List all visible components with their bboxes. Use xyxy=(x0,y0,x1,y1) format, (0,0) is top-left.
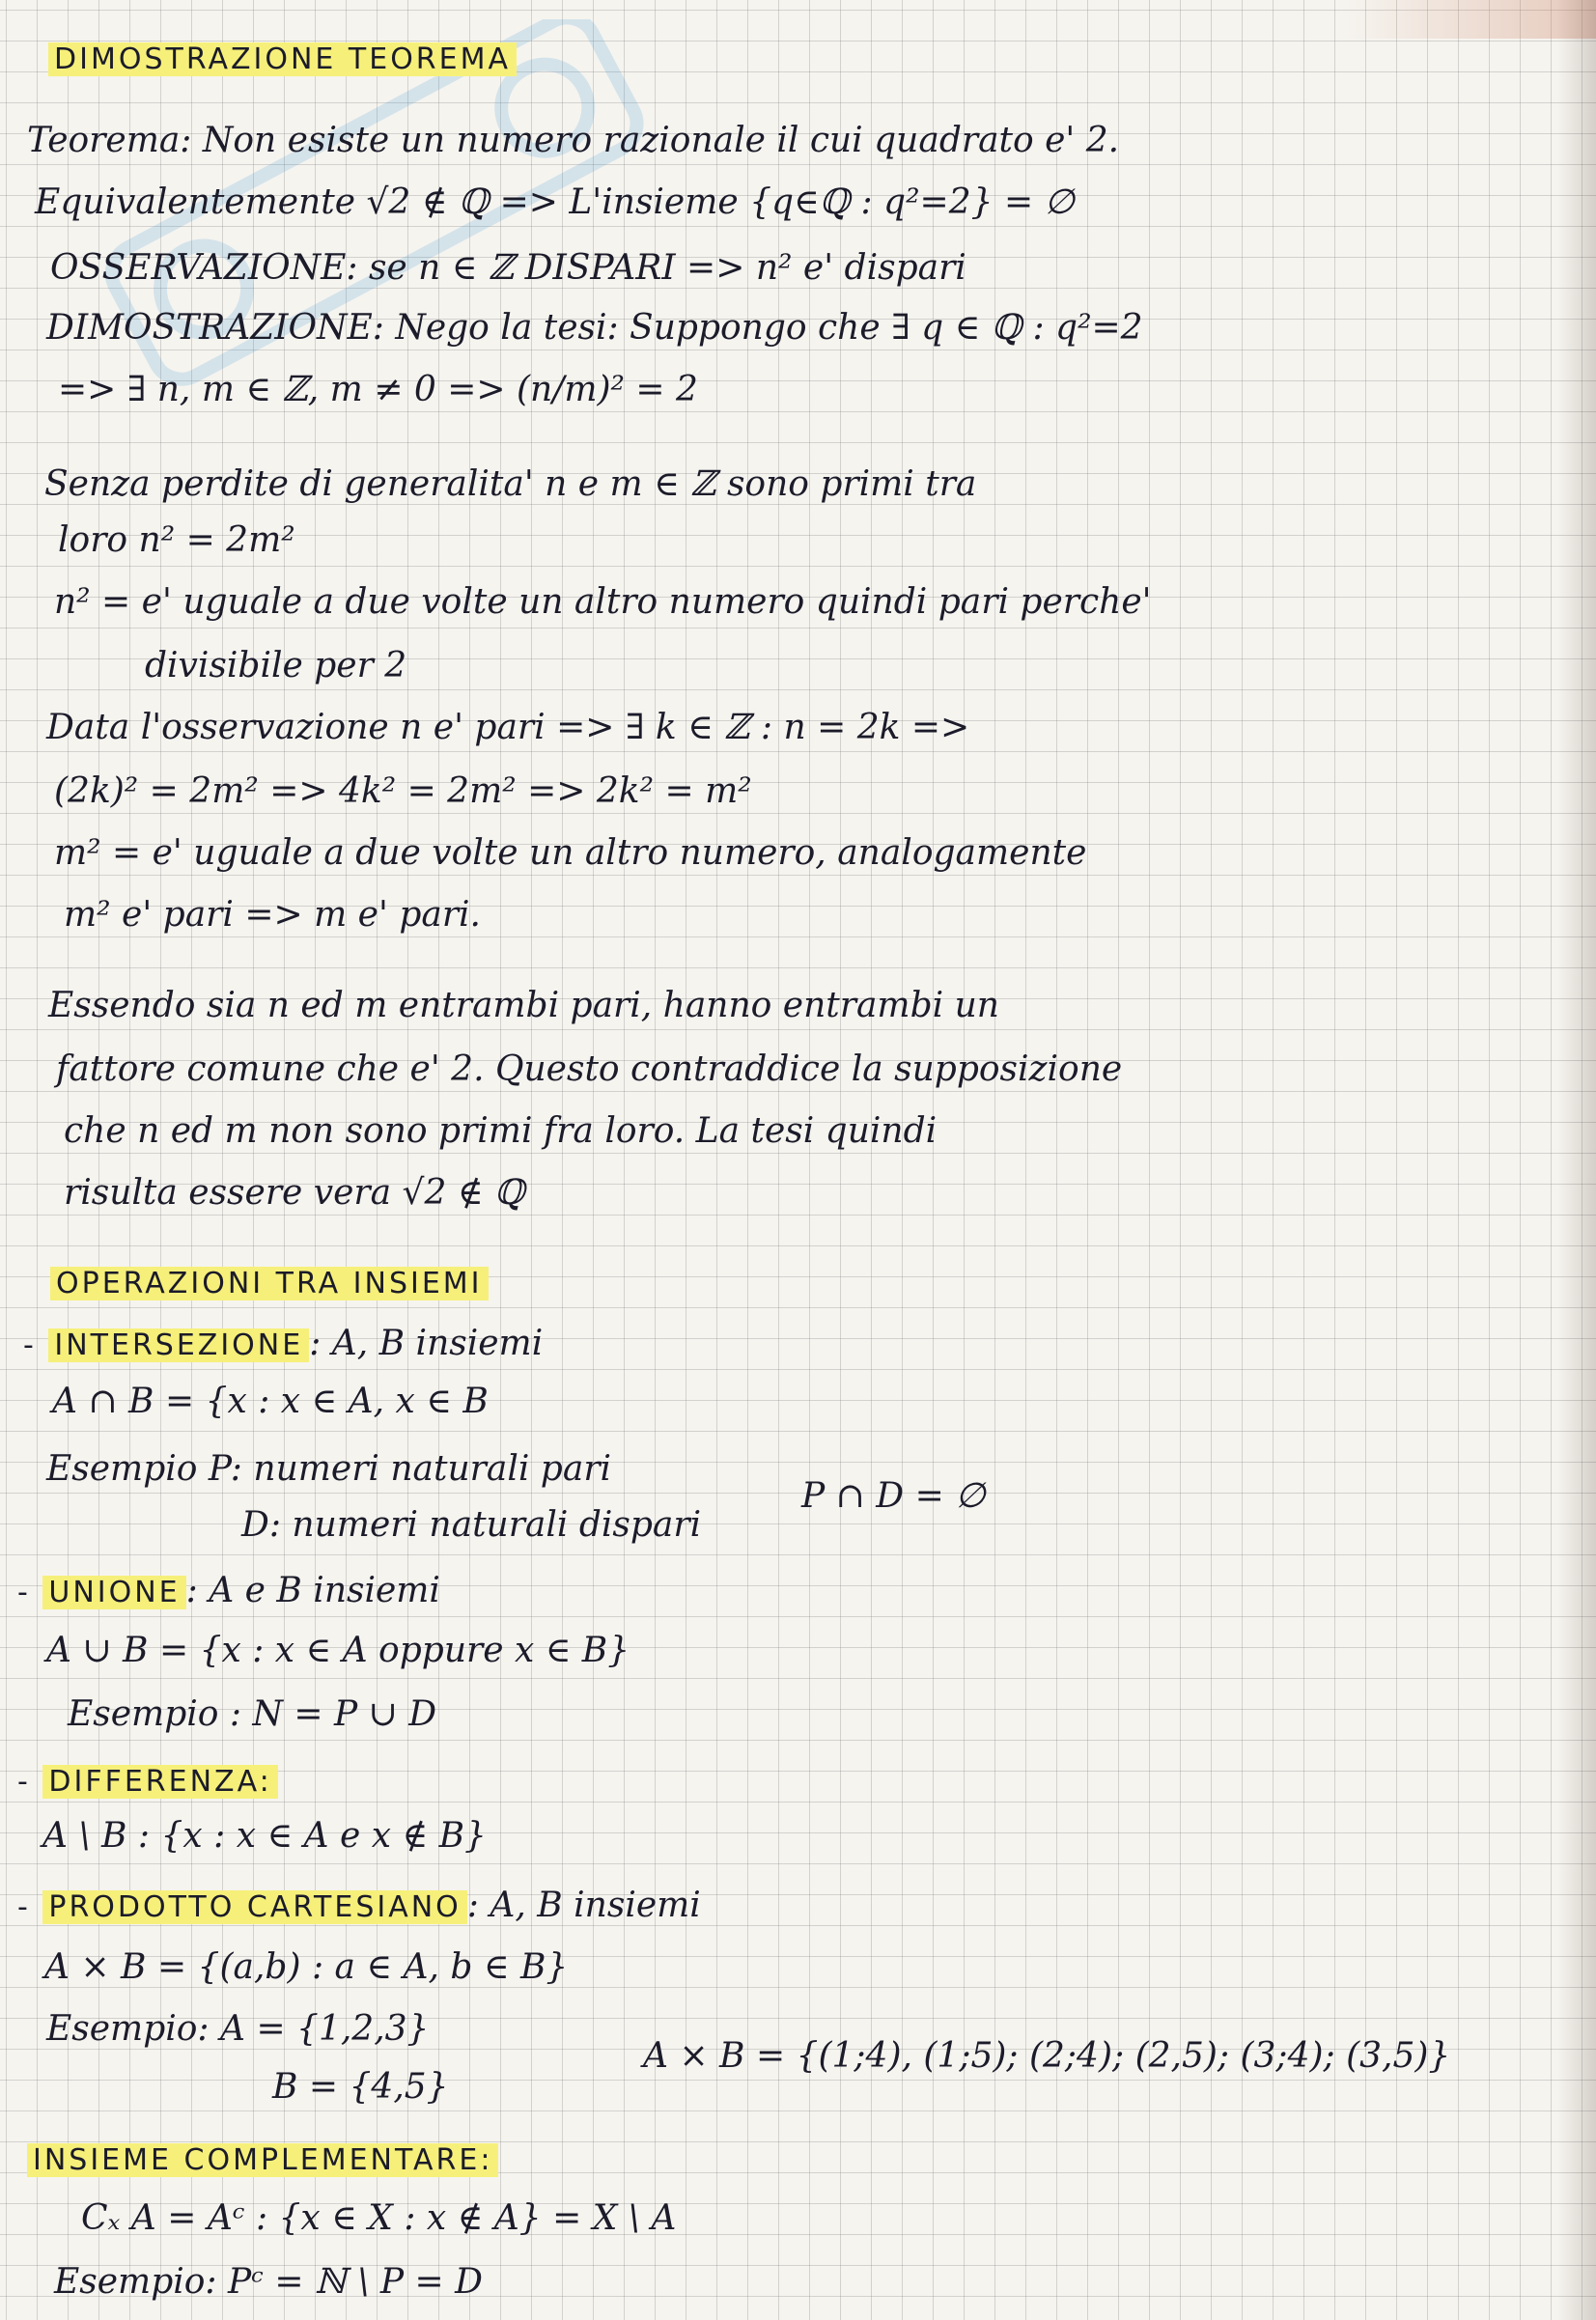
difference-label: DIFFERENZA: xyxy=(42,1765,277,1799)
cartesian-example-a: Esempio: A = {1,2,3} xyxy=(46,2009,430,2049)
cartesian-rest: : A, B insiemi xyxy=(466,1886,701,1925)
cartesian-example-b: B = {4,5} xyxy=(272,2067,449,2107)
intersection-rest: : A, B insiemi xyxy=(309,1324,544,1363)
m-even-conclusion: m² e' pari => m e' pari. xyxy=(64,895,481,935)
n-squared-equation: loro n² = 2m² xyxy=(58,520,295,560)
cartesian-heading: - PRODOTTO CARTESIANO : A, B insiemi xyxy=(17,1886,701,1925)
theorem-statement: Teorema: Non esiste un numero razionale il cui quadrato e' 2. xyxy=(27,121,1120,160)
intersection-heading: - INTERSEZIONE : A, B insiemi xyxy=(23,1324,544,1363)
observation-n-even: Data l'osservazione n e' pari => ∃ k ∈ ℤ : n = 2k => xyxy=(46,708,970,747)
contradiction-line-1: Essendo sia n ed m entrambi pari, hanno entrambi un xyxy=(48,986,999,1025)
intersection-example-result: P ∩ D = ∅ xyxy=(801,1476,986,1516)
union-rest: : A e B insiemi xyxy=(185,1571,440,1610)
heading-operazioni-tra-insiemi: OPERAZIONI TRA INSIEMI xyxy=(50,1261,489,1305)
substitution-step: (2k)² = 2m² => 4k² = 2m² => 2k² = m² xyxy=(54,771,752,811)
union-heading: - UNIONE : A e B insiemi xyxy=(17,1571,440,1610)
intersection-example-d: D: numeri naturali dispari xyxy=(241,1505,702,1545)
heading-dimostrazione-teorema: DIMOSTRAZIONE TEOREMA xyxy=(48,37,517,81)
proof-negation: DIMOSTRAZIONE: Nego la tesi: Suppongo che ∃ q ∈ ℚ : q²=2 xyxy=(46,308,1143,348)
equivalent-statement: Equivalentemente √2 ∉ ℚ => L'insieme {q∈ℚ : q²=2} = ∅ xyxy=(35,182,1075,222)
observation-odd-square: OSSERVAZIONE: se n ∈ ℤ DISPARI => n² e' dispari xyxy=(50,248,966,288)
m-squared-explanation: m² = e' uguale a due volte un altro numero, analogamente xyxy=(54,833,1087,873)
thesis-true: risulta essere vera √2 ∉ ℚ xyxy=(64,1173,525,1213)
cartesian-example-result: A × B = {(1;4), (1;5); (2;4); (2,5); (3;4); (3,5)} xyxy=(643,2036,1451,2076)
heading-insieme-complementare: INSIEME COMPLEMENTARE: xyxy=(27,2138,498,2182)
complement-definition: Cₓ A = Aᶜ : {x ∈ X : x ∉ A} = X \ A xyxy=(81,2198,677,2238)
divisible-by-two: divisibile per 2 xyxy=(145,646,407,685)
union-label: UNIONE xyxy=(42,1576,185,1609)
difference-definition: A \ B : {x : x ∈ A e x ∉ B} xyxy=(42,1816,487,1856)
union-example: Esempio : N = P ∪ D xyxy=(68,1694,437,1734)
contradiction-line-3: che n ed m non sono primi fra loro. La tesi quindi xyxy=(64,1111,938,1151)
page-edge-shadow xyxy=(1557,0,1596,2320)
coprime-assumption: Senza perdite di generalita' n e m ∈ ℤ sono primi tra xyxy=(44,464,977,504)
complement-example: Esempio: Pᶜ = ℕ \ P = D xyxy=(54,2262,484,2302)
contradiction-line-2: fattore comune che e' 2. Questo contraddice la supposizione xyxy=(56,1049,1123,1089)
cartesian-definition: A × B = {(a,b) : a ∈ A, b ∈ B} xyxy=(44,1947,569,1987)
intersection-definition: A ∩ B = {x : x ∈ A, x ∈ B xyxy=(52,1382,489,1421)
union-definition: A ∪ B = {x : x ∈ A oppure x ∈ B} xyxy=(46,1631,630,1670)
intersection-label: INTERSEZIONE xyxy=(48,1328,309,1362)
intersection-example-p: Esempio P: numeri naturali pari xyxy=(46,1449,612,1489)
cartesian-label: PRODOTTO CARTESIANO xyxy=(42,1890,466,1924)
n-squared-even-explanation: n² = e' uguale a due volte un altro numero quindi pari perche' xyxy=(54,582,1152,622)
proof-fraction-step: => ∃ n, m ∈ ℤ, m ≠ 0 => (n/m)² = 2 xyxy=(58,370,698,409)
difference-heading: - DIFFERENZA: xyxy=(17,1759,278,1803)
